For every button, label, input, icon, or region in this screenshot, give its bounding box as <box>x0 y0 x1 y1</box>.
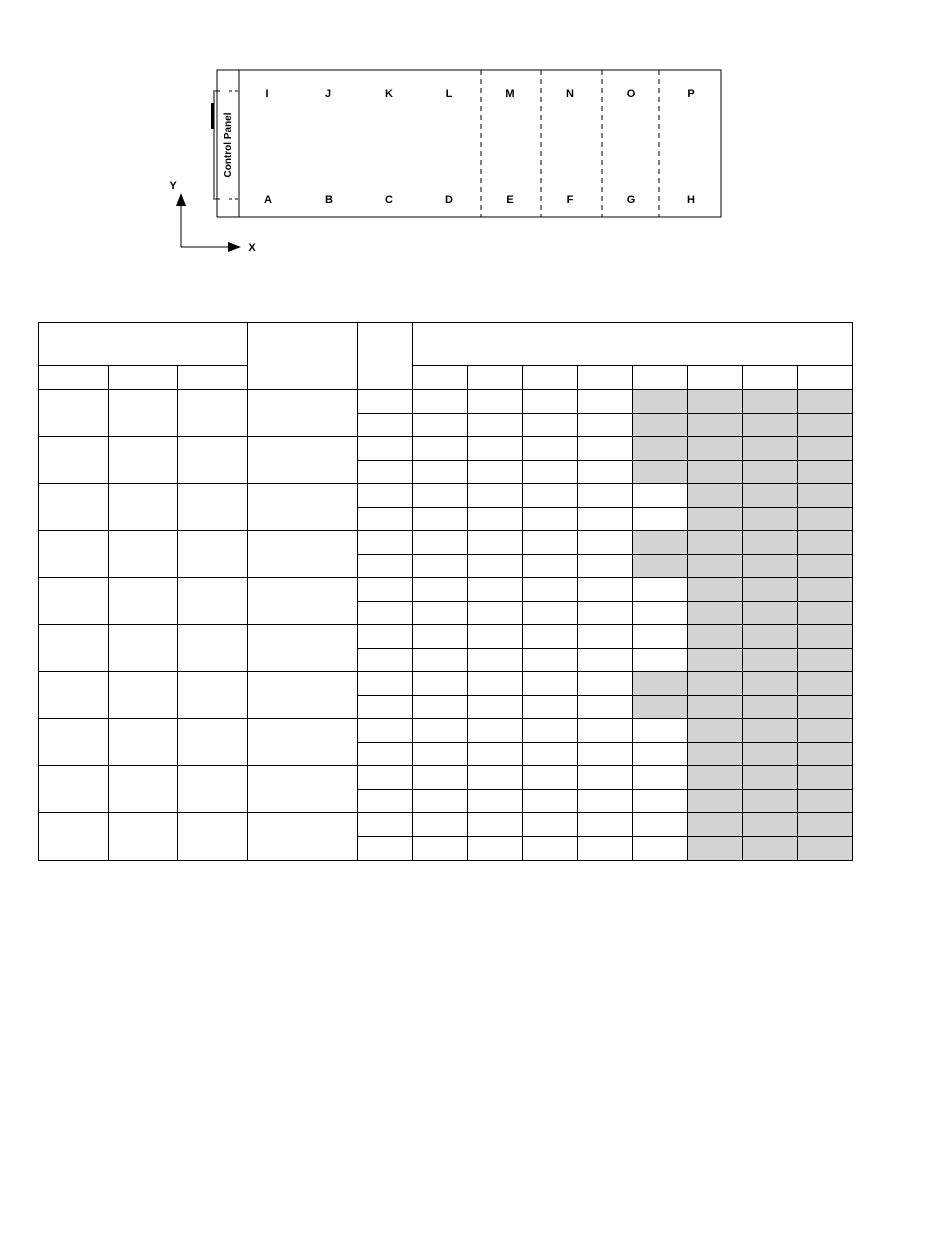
position-cell <box>633 789 688 813</box>
group-cell <box>178 531 248 578</box>
shaded-position-cell <box>743 484 798 508</box>
table-row <box>39 437 853 461</box>
position-label-top-7: O <box>626 88 636 100</box>
group-cell <box>248 719 358 766</box>
position-label-bottom-4: D <box>445 194 453 206</box>
position-cell <box>633 578 688 602</box>
shaded-position-cell <box>633 554 688 578</box>
position-label-bottom-1: A <box>264 194 272 206</box>
table-row <box>39 766 853 790</box>
shaded-position-cell <box>743 601 798 625</box>
shaded-position-cell <box>633 460 688 484</box>
position-label-bottom-2: B <box>325 194 333 206</box>
group-cell <box>178 390 248 437</box>
header-position-cell <box>413 366 468 390</box>
position-label-bottom-3: C <box>385 194 393 206</box>
position-cell <box>578 437 633 461</box>
shaded-position-cell <box>798 578 853 602</box>
position-cell <box>413 672 468 696</box>
position-label-top-8: P <box>687 88 695 100</box>
group-cell <box>39 813 109 861</box>
shaded-position-cell <box>688 813 743 837</box>
position-cell <box>523 625 578 649</box>
position-cell <box>468 578 523 602</box>
shaded-position-cell <box>743 789 798 813</box>
shaded-position-cell <box>688 390 743 414</box>
position-cell <box>413 390 468 414</box>
shaded-position-cell <box>688 695 743 719</box>
shaded-position-cell <box>688 507 743 531</box>
group-cell <box>178 766 248 813</box>
shaded-position-cell <box>688 742 743 766</box>
position-cell <box>578 766 633 790</box>
header-subgroup-cell <box>39 366 109 390</box>
position-cell <box>413 531 468 555</box>
shaded-position-cell <box>798 625 853 649</box>
position-label-bottom-7: G <box>626 194 636 206</box>
shaded-position-cell <box>633 695 688 719</box>
x-axis-arrow-icon <box>228 242 241 252</box>
position-cell <box>578 836 633 860</box>
position-cell <box>578 648 633 672</box>
position-cell <box>468 531 523 555</box>
y-axis-arrow-icon <box>176 193 186 206</box>
subrow-cell <box>358 507 413 531</box>
x-axis-label: X <box>248 242 256 254</box>
group-cell <box>248 813 358 861</box>
position-cell <box>468 719 523 743</box>
subrow-cell <box>358 695 413 719</box>
position-cell <box>468 742 523 766</box>
position-cell <box>578 413 633 437</box>
subrow-cell <box>358 413 413 437</box>
shaded-position-cell <box>798 413 853 437</box>
position-label-bottom-6: F <box>566 194 574 206</box>
position-label-top-2: J <box>324 88 332 100</box>
group-cell <box>109 625 178 672</box>
subrow-cell <box>358 836 413 860</box>
position-cell <box>413 413 468 437</box>
shaded-position-cell <box>798 742 853 766</box>
subrow-cell <box>358 813 413 837</box>
y-axis-label: Y <box>169 180 177 192</box>
position-cell <box>468 695 523 719</box>
position-cell <box>578 390 633 414</box>
position-cell <box>633 625 688 649</box>
subrow-cell <box>358 390 413 414</box>
unit-outline <box>217 70 721 217</box>
position-cell <box>633 484 688 508</box>
shaded-position-cell <box>743 836 798 860</box>
position-cell <box>468 437 523 461</box>
shaded-position-cell <box>688 484 743 508</box>
position-cell <box>523 507 578 531</box>
group-cell <box>109 813 178 861</box>
shaded-position-cell <box>633 672 688 696</box>
shaded-position-cell <box>798 390 853 414</box>
table-row <box>39 672 853 696</box>
position-cell <box>578 460 633 484</box>
position-cell <box>413 766 468 790</box>
position-cell <box>468 507 523 531</box>
shaded-position-cell <box>743 390 798 414</box>
group-cell <box>109 719 178 766</box>
position-cell <box>468 460 523 484</box>
group-cell <box>109 672 178 719</box>
shaded-position-cell <box>798 648 853 672</box>
header-position-cell <box>743 366 798 390</box>
group-cell <box>39 390 109 437</box>
table-row <box>39 813 853 837</box>
position-cell <box>523 484 578 508</box>
position-cell <box>523 437 578 461</box>
shaded-position-cell <box>798 531 853 555</box>
header-subgroup-cell <box>178 366 248 390</box>
position-cell <box>523 648 578 672</box>
position-cell <box>413 695 468 719</box>
group-cell <box>109 578 178 625</box>
shaded-position-cell <box>798 554 853 578</box>
shaded-position-cell <box>743 554 798 578</box>
header-position-cell <box>578 366 633 390</box>
position-cell <box>633 742 688 766</box>
shaded-position-cell <box>688 719 743 743</box>
position-cell <box>468 601 523 625</box>
group-cell <box>178 672 248 719</box>
shaded-position-cell <box>743 813 798 837</box>
position-cell <box>633 719 688 743</box>
position-cell <box>578 531 633 555</box>
group-cell <box>248 390 358 437</box>
table-row <box>39 390 853 414</box>
position-cell <box>633 813 688 837</box>
shaded-position-cell <box>688 437 743 461</box>
group-cell <box>178 437 248 484</box>
shaded-position-cell <box>798 672 853 696</box>
group-cell <box>178 578 248 625</box>
position-cell <box>468 484 523 508</box>
subrow-cell <box>358 719 413 743</box>
position-cell <box>633 648 688 672</box>
position-cell <box>468 789 523 813</box>
position-cell <box>523 766 578 790</box>
shaded-position-cell <box>688 836 743 860</box>
layout-diagram <box>0 0 950 300</box>
position-cell <box>523 413 578 437</box>
shaded-position-cell <box>688 413 743 437</box>
shaded-position-cell <box>688 789 743 813</box>
group-cell <box>109 390 178 437</box>
shaded-position-cell <box>633 531 688 555</box>
subrow-cell <box>358 437 413 461</box>
group-cell <box>248 625 358 672</box>
header-position-cell <box>688 366 743 390</box>
position-label-bottom-8: H <box>687 194 695 206</box>
header-position-cell <box>523 366 578 390</box>
subrow-cell <box>358 554 413 578</box>
position-cell <box>578 625 633 649</box>
subrow-cell <box>358 789 413 813</box>
group-cell <box>109 766 178 813</box>
group-cell <box>39 437 109 484</box>
header-row-1 <box>39 323 853 366</box>
data-table <box>38 322 853 861</box>
header-description-cell <box>248 323 358 390</box>
position-cell <box>413 625 468 649</box>
position-cell <box>523 695 578 719</box>
position-cell <box>523 601 578 625</box>
position-label-top-3: K <box>385 88 393 100</box>
group-cell <box>39 766 109 813</box>
header-positions-cell <box>413 323 853 366</box>
shaded-position-cell <box>743 695 798 719</box>
group-cell <box>39 719 109 766</box>
group-cell <box>109 531 178 578</box>
position-cell <box>578 507 633 531</box>
position-cell <box>468 813 523 837</box>
position-cell <box>578 554 633 578</box>
position-cell <box>413 578 468 602</box>
position-cell <box>413 789 468 813</box>
group-cell <box>248 484 358 531</box>
position-cell <box>578 695 633 719</box>
shaded-position-cell <box>743 578 798 602</box>
position-cell <box>413 836 468 860</box>
shaded-position-cell <box>743 437 798 461</box>
position-cell <box>413 719 468 743</box>
position-cell <box>578 484 633 508</box>
position-cell <box>523 460 578 484</box>
shaded-position-cell <box>743 672 798 696</box>
position-cell <box>413 813 468 837</box>
header-position-cell <box>468 366 523 390</box>
shaded-position-cell <box>743 625 798 649</box>
shaded-position-cell <box>688 578 743 602</box>
group-cell <box>248 672 358 719</box>
position-cell <box>523 672 578 696</box>
position-cell <box>578 601 633 625</box>
table-row <box>39 625 853 649</box>
subrow-cell <box>358 601 413 625</box>
position-cell <box>468 390 523 414</box>
shaded-position-cell <box>743 719 798 743</box>
subrow-cell <box>358 766 413 790</box>
shaded-position-cell <box>743 531 798 555</box>
group-cell <box>39 625 109 672</box>
position-cell <box>413 437 468 461</box>
position-cell <box>578 672 633 696</box>
position-cell <box>523 789 578 813</box>
shaded-position-cell <box>798 719 853 743</box>
position-cell <box>468 648 523 672</box>
shaded-position-cell <box>688 531 743 555</box>
position-cell <box>413 554 468 578</box>
position-cell <box>523 554 578 578</box>
group-cell <box>248 578 358 625</box>
header-subrow-cell <box>358 323 413 390</box>
shaded-position-cell <box>798 836 853 860</box>
group-cell <box>109 437 178 484</box>
position-cell <box>578 719 633 743</box>
position-cell <box>523 719 578 743</box>
position-cell <box>468 413 523 437</box>
position-cell <box>523 813 578 837</box>
subrow-cell <box>358 672 413 696</box>
position-cell <box>633 507 688 531</box>
position-cell <box>633 601 688 625</box>
group-cell <box>178 813 248 861</box>
position-cell <box>413 460 468 484</box>
position-cell <box>413 601 468 625</box>
subrow-cell <box>358 484 413 508</box>
position-cell <box>468 625 523 649</box>
subrow-cell <box>358 742 413 766</box>
position-cell <box>523 531 578 555</box>
header-group-cell <box>39 323 248 366</box>
shaded-position-cell <box>798 601 853 625</box>
header-position-cell <box>798 366 853 390</box>
shaded-position-cell <box>798 789 853 813</box>
shaded-position-cell <box>688 766 743 790</box>
position-cell <box>578 813 633 837</box>
group-cell <box>109 484 178 531</box>
position-cell <box>468 836 523 860</box>
shaded-position-cell <box>688 554 743 578</box>
group-cell <box>39 578 109 625</box>
position-cell <box>413 484 468 508</box>
group-cell <box>178 719 248 766</box>
shaded-position-cell <box>688 601 743 625</box>
position-label-top-6: N <box>566 88 574 100</box>
group-cell <box>39 531 109 578</box>
shaded-position-cell <box>798 484 853 508</box>
shaded-position-cell <box>688 672 743 696</box>
position-cell <box>468 766 523 790</box>
position-label-top-1: I <box>265 88 269 100</box>
position-cell <box>523 390 578 414</box>
position-cell <box>578 742 633 766</box>
group-cell <box>248 531 358 578</box>
shaded-position-cell <box>743 648 798 672</box>
position-cell <box>633 766 688 790</box>
position-cell <box>523 742 578 766</box>
position-label-bottom-5: E <box>506 194 514 206</box>
position-cell <box>468 554 523 578</box>
position-cell <box>578 789 633 813</box>
position-cell <box>468 672 523 696</box>
position-cell <box>413 648 468 672</box>
subrow-cell <box>358 531 413 555</box>
control-panel-label: Control Panel <box>223 112 234 178</box>
shaded-position-cell <box>743 742 798 766</box>
table-row <box>39 719 853 743</box>
position-label-top-5: M <box>505 88 515 100</box>
group-cell <box>39 484 109 531</box>
shaded-position-cell <box>798 813 853 837</box>
shaded-position-cell <box>798 766 853 790</box>
group-cell <box>248 766 358 813</box>
header-row-2 <box>39 366 853 390</box>
shaded-position-cell <box>688 460 743 484</box>
position-label-top-4: L <box>445 88 453 100</box>
position-cell <box>523 836 578 860</box>
shaded-position-cell <box>743 507 798 531</box>
table-row <box>39 484 853 508</box>
position-cell <box>578 578 633 602</box>
table-row <box>39 531 853 555</box>
subrow-cell <box>358 578 413 602</box>
header-position-cell <box>633 366 688 390</box>
shaded-position-cell <box>798 507 853 531</box>
group-cell <box>178 484 248 531</box>
shaded-position-cell <box>798 437 853 461</box>
shaded-position-cell <box>743 460 798 484</box>
shaded-position-cell <box>743 413 798 437</box>
subrow-cell <box>358 625 413 649</box>
position-cell <box>413 507 468 531</box>
shaded-position-cell <box>633 437 688 461</box>
shaded-position-cell <box>688 648 743 672</box>
shaded-position-cell <box>633 413 688 437</box>
subrow-cell <box>358 648 413 672</box>
position-cell <box>413 742 468 766</box>
position-cell <box>523 578 578 602</box>
shaded-position-cell <box>798 695 853 719</box>
table-row <box>39 578 853 602</box>
subrow-cell <box>358 460 413 484</box>
group-cell <box>39 672 109 719</box>
header-subgroup-cell <box>109 366 178 390</box>
group-cell <box>248 437 358 484</box>
shaded-position-cell <box>633 390 688 414</box>
shaded-position-cell <box>688 625 743 649</box>
shaded-position-cell <box>743 766 798 790</box>
shaded-position-cell <box>798 460 853 484</box>
group-cell <box>178 625 248 672</box>
position-cell <box>633 836 688 860</box>
